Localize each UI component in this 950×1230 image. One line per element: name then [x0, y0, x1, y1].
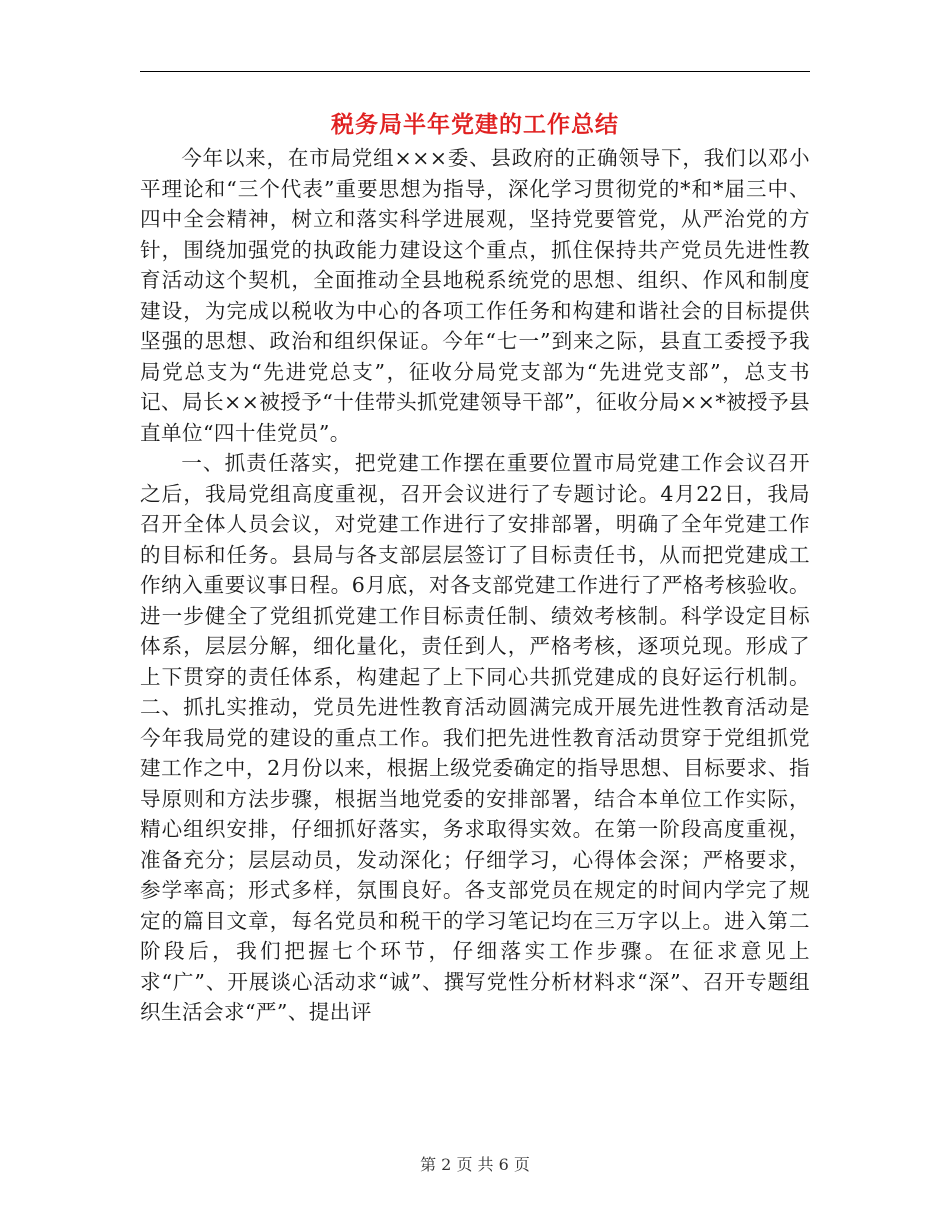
page-number: 第 2 页 共 6 页	[420, 1155, 530, 1174]
paragraph-section-one: 一、抓责任落实，把党建工作摆在重要位置市局党建工作会议召开之后，我局党组高度重视，召开会议进行了专题讨论。4月22日，我局召开全体人员会议，对党建工作进行了安排部署，明确了全年党建工作的目标和任务。县局与各支部层层签订了目标责任书，从而把党建成工作纳入重要议事日程。6月底，对各支部党建工作进行了严格考核验收。进一步健全了党组抓党建工作目标责任制、绩效考核制。科学设定目标体系，层层分解，细化量化，责任到人，严格考核，逐项兑现。形成了上下贯穿的责任体系，构建起了上下同心共抓党建成的良好运行机制。二、抓扎实推动，党员先进性教育活动圆满完成开展先进性教育活动是今年我局党的建设的重点工作。我们把先进性教育活动贯穿于党组抓党建工作之中，2月份以来，根据上级党委确定的指导思想、目标要求、指导原则和方法步骤，根据当地党委的安排部署，结合本单位工作实际，精心组织安排，仔细抓好落实，务求取得实效。在第一阶段高度重视，准备充分；层层动员，发动深化；仔细学习，心得体会深；严格要求，参学率高；形式多样，氛围良好。各支部党员在规定的时间内学完了规定的篇目文章，每名党员和税干的学习笔记均在三万字以上。进入第二阶段后，我们把握七个环节，仔细落实工作步骤。在征求意见上求“广”、开展谈心活动求“诚”、撰写党性分析材料求“深”、召开专题组织生活会求“严”、提出评	[140, 451, 810, 1024]
document-title: 税务局半年党建的工作总结	[331, 111, 619, 138]
paragraph-intro: 今年以来，在市局党组×××委、县政府的正确领导下，我们以邓小平理论和“三个代表”重要思想为指导，深化学习贯彻党的*和*届三中、四中全会精神，树立和落实科学进展观，坚持党要管党，从严治党的方针，围绕加强党的执政能力建设这个重点，抓住保持共产党员先进性教育活动这个契机，全面推动全县地税系统党的思想、组织、作风和制度建设，为完成以税收为中心的各项工作任务和构建和谐社会的目标提供坚强的思想、政治和组织保证。今年“七一”到来之际，县直工委授予我局党总支为“先进党总支”，征收分局党支部为“先进党支部”，总支书记、局长××被授予“十佳带头抓党建领导干部”，征收分局××*被授予县直单位“四十佳党员”。	[140, 146, 811, 445]
document-body	[140, 143, 810, 1028]
header-rule	[140, 71, 810, 72]
